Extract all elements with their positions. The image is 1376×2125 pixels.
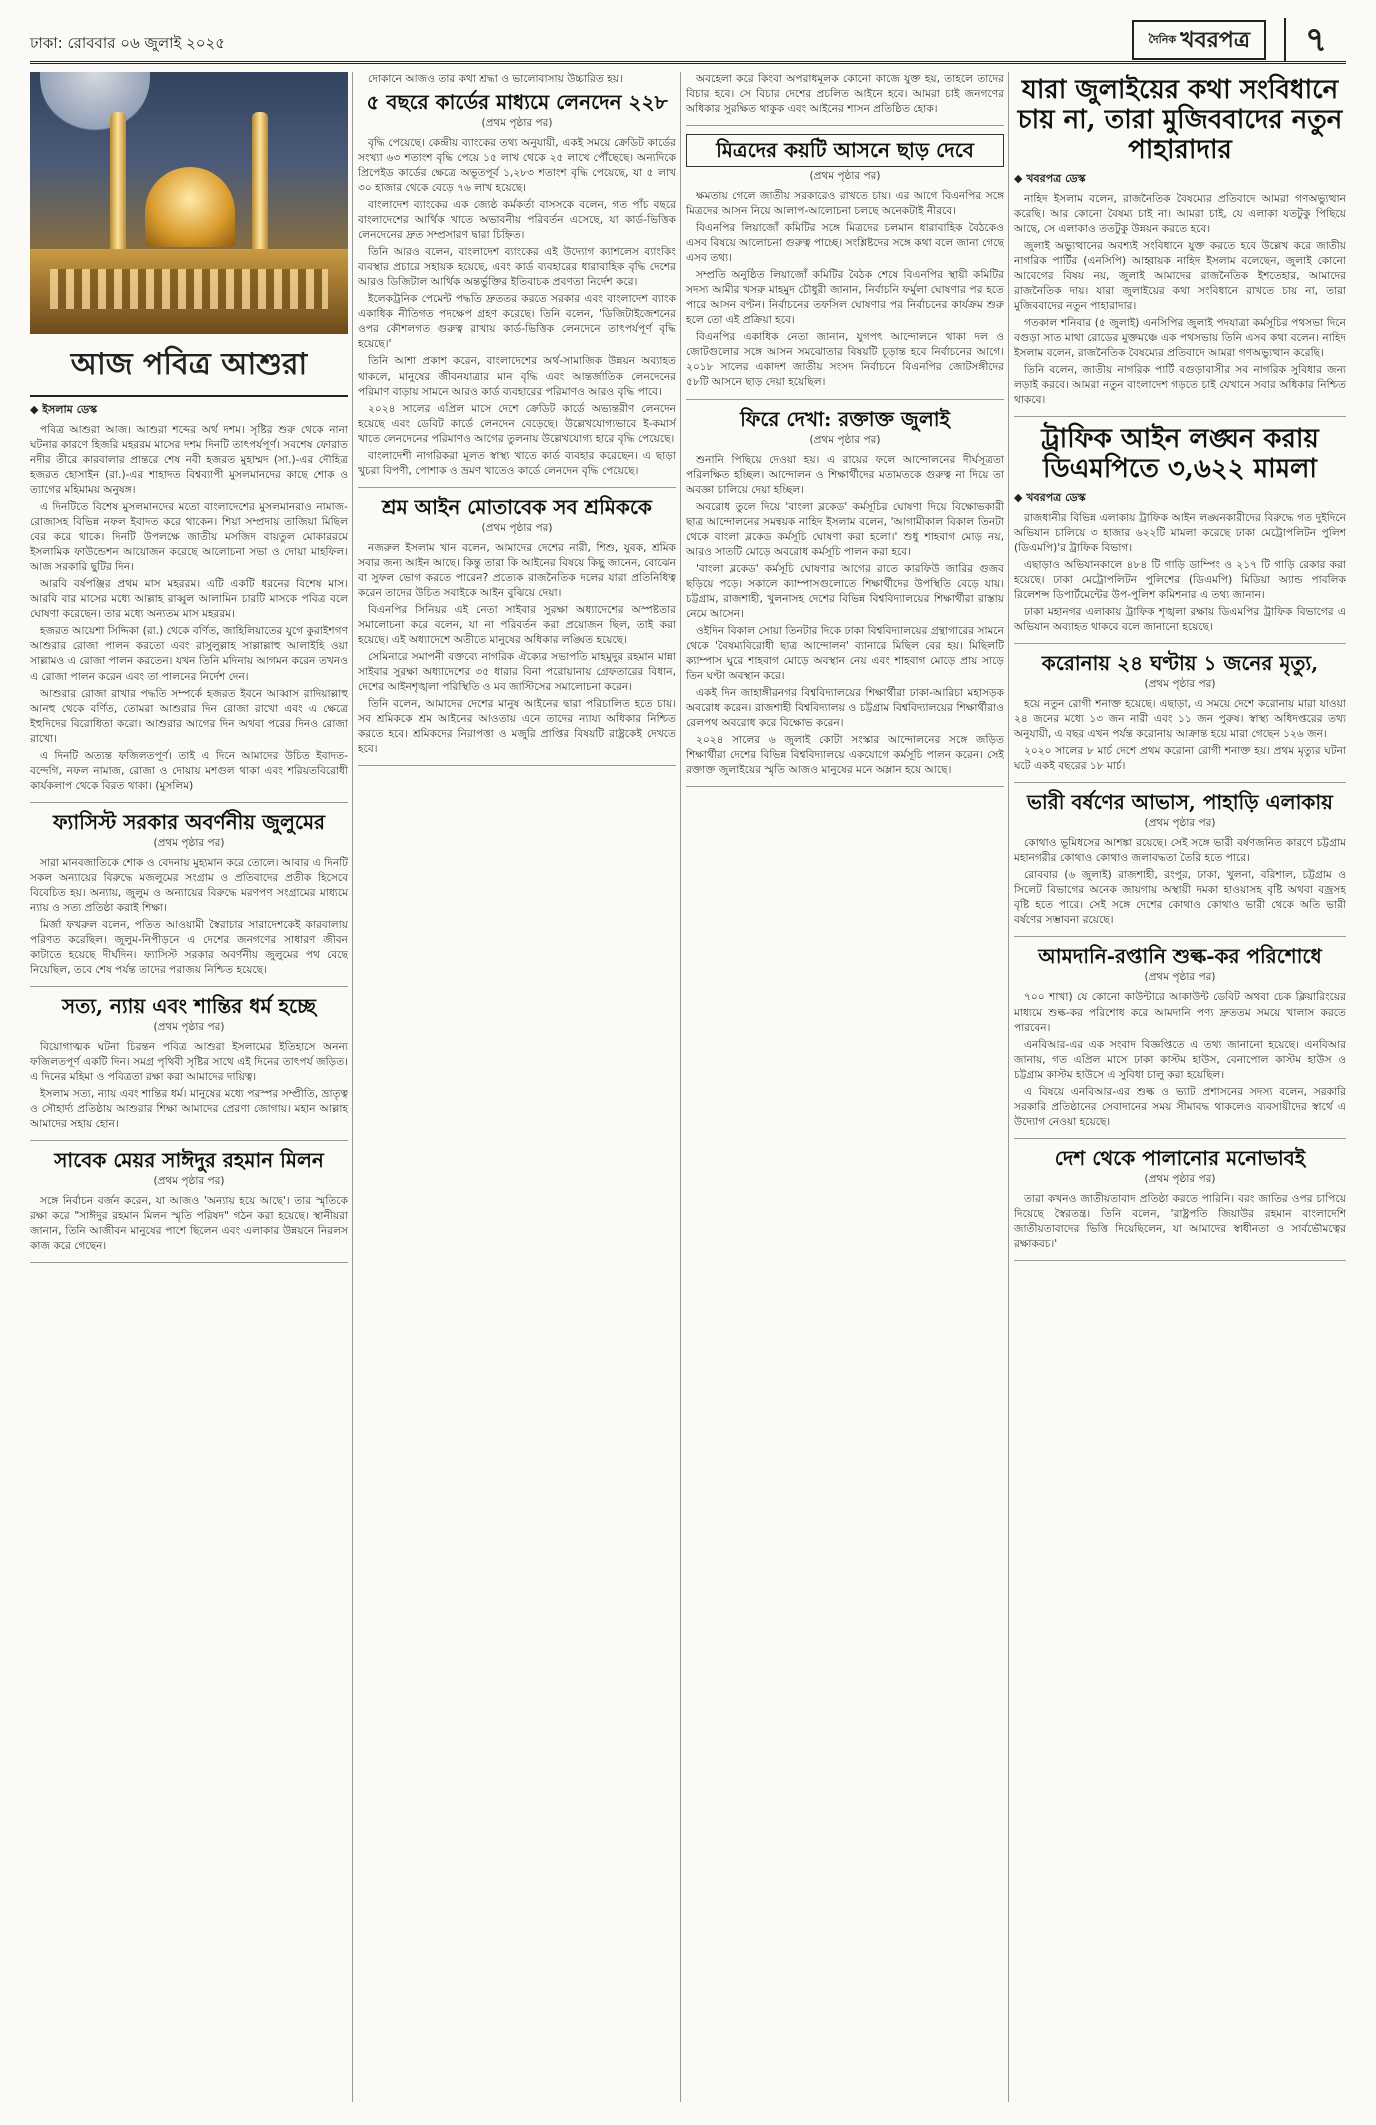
- golden-dome: [145, 167, 235, 247]
- continuation-note: (প্রথম পৃষ্ঠার পর): [481, 117, 553, 130]
- headline: সত্য, ন্যায় এবং শান্তির ধর্ম হচ্ছে: [61, 994, 316, 1018]
- headline: ফিরে দেখা: রক্তাক্ত জুলাই: [740, 406, 950, 431]
- paragraph: তিনি আরও বলেন, বাংলাদেশ ব্যাংকের এই উদ্যোগ ক্যাশলেস ব্যাংকিং ব্যবস্থার প্রচারে সহায়ক হয়েছে, এবং কার্ড ব্যবহারের ধারাবাহিক বৃদ্ধি দেশের আরও ডিজিটাল আর্থিক অন্তর্ভুক্তির ইতিবাচক প্রবণতা নির্দেশ করে।: [358, 246, 676, 289]
- paragraph: এ দিনটিতে বিশেষ মুসলমানদের মতো বাংলাদেশের মুসলমানরাও নামাজ-রোজাসহ বিভিন্ন নফল ইবাদত করে থাকেন। শিয়া সম্প্রদায় তাজিয়া মিছিল বের করে থাকে। দিনটি উপলক্ষে জাতীয় মসজিদ বায়তুল মোকাররমে ইসলামিক ফাউন্ডেশন আয়োজন করেছে আলোচনা সভা ও দোয়া মাহফিল। আজ সরকারি ছুটির দিন।: [30, 501, 348, 574]
- article-card: [358, 72, 676, 488]
- article-labour: [358, 496, 676, 766]
- article-body: [1014, 836, 1346, 928]
- paragraph: ২০২০ সালের ৮ মার্চ দেশে প্রথম করোনা রোগী শনাক্ত হয়। প্রথম মৃত্যুর ঘটনা ঘটে একই বছরের ১৮ মার্চ।: [1014, 745, 1346, 773]
- paragraph: বাংলাদেশ ব্যাংকের এক জ্যেষ্ঠ কর্মকর্তা বাসসকে বলেন, গত পাঁচ বছরে বাংলাদেশের আর্থিক খাতে অভাবনীয় পরিবর্তন এসেছে, যা কার্ড-ভিত্তিক লেনদেনের দ্রুত সম্প্রসারণ দ্বারা চিহ্নিত।: [358, 199, 676, 242]
- article-traffic: [1014, 425, 1346, 644]
- column-4: [1014, 72, 1346, 2102]
- minaret-left: [110, 112, 126, 262]
- paragraph: হয়ে নতুন রোগী শনাক্ত হয়েছে। এছাড়া, এ সময়ে দেশে করোনায় মারা যাওয়া ২৪ জনের মধ্যে ১৩ জন নারী এবং ১১ জন পুরুষ। স্বাস্থ্য অধিদপ্তরের তথ্য অনুযায়ী, এ বছর এখন পর্যন্ত করোনায় আক্রান্ত হয়ে মারা গেছেন ১২৬ জন।: [1014, 698, 1346, 741]
- continuation-note: (প্রথম পৃষ্ঠার পর): [481, 521, 553, 534]
- masthead: [30, 18, 1346, 64]
- paragraph: আশুরার রোজা রাখার পদ্ধতি সম্পর্কে হজরত ইবনে আব্বাস রাদিয়াল্লাহু আনহু থেকে বর্ণিত, তোমরা আশুরার দিন রোজা রাখো এবং এ ক্ষেত্রে ইহুদিদের বিরোধিতা করো। আশুরার আগের দিন অথবা পরের দিনও রোজা রাখো।: [30, 687, 348, 745]
- paragraph: নজরুল ইসলাম খান বলেন, আমাদের দেশের নারী, শিশু, যুবক, শ্রমিক সবার জন্য আইন আছে। কিন্তু তারা কি আইনের বিষয়ে কিছু জানেন, বোঝেন বা সুফল ভোগ করতে পারেন? প্রত্যেক রাজনৈতিক দলের যারা প্রতিনিধিত্ব করেন তাদের উচিত সবাইকে আইন বুঝিয়ে দেয়া।: [358, 541, 676, 599]
- continuation-note: (প্রথম পৃষ্ঠার পর): [153, 1021, 225, 1033]
- paragraph: তিনি বলেন, জাতীয় নাগরিক পার্টি বগুড়াবাসীর সব নাগরিক সুবিধার জন্য লড়াই করবে। আমরা নতুন বাংলাদেশ গড়তে চাই যেখানে সবার অধিকার নিশ্চিত থাকবে।: [1014, 364, 1346, 407]
- paragraph: জুলাই অভ্যুত্থানের অবশ্যই সংবিধানে যুক্ত করতে হবে উল্লেখ করে জাতীয় নাগরিক পার্টির (এনসিপি) আহ্বায়ক নাহিদ ইসলাম বলেছেন, জুলাই কোনো আবেগের বিষয় নয়, জুলাই আমাদের রাজনৈতিক ইশতেহার, আমাদের রাজনৈতিক দায়। যারা জুলাইয়ের কথা সংবিধানে রাখতে চায় না, তারা মুজিববাদের নতুন পাহারাদার।: [1014, 239, 1346, 312]
- article-body: [1014, 1192, 1346, 1252]
- paragraph: বিএনপির একাধিক নেতা জানান, যুগপৎ আন্দোলনে থাকা দল ও জোটগুলোর সঙ্গে আসন সমঝোতার বিষয়টি চূড়ান্ত হবে নির্বাচনের আগে। ২০১৮ সালের একাদশ জাতীয় সংসদ নির্বাচনে বিএনপির জোটসঙ্গীদের ৫৮টি আসনে ছাড় দেয়া হয়েছিল।: [686, 331, 1004, 389]
- paragraph: পবিত্র আশুরা আজ। আশুরা শব্দের অর্থ দশম। সৃষ্টির শুরু থেকে নানা ঘটনার কারণে হিজরি মহররম মাসের দশম দিনটি তাৎপর্যপূর্ণ। সবশেষ ফোরাত নদীর তীরে কারবালার প্রান্তরে শেষ নবী হজরত মুহাম্মদ (সা.)-এর দৌহিত্র হজরত হোসাইন (রা.)-এর শাহাদত বিশ্বব্যাপী মুসলমানদের কাছে শোক ও ত্যাগের মহিমাময় অনুষঙ্গ।: [30, 424, 348, 497]
- headline: ৫ বছরে কার্ডের মাধ্যমে লেনদেন ২২৮: [366, 90, 668, 115]
- continuation-note: (প্রথম পৃষ্ঠার পর): [1144, 817, 1216, 830]
- article-body: [1014, 697, 1346, 774]
- paragraph: বিএনপির লিয়াজোঁ কমিটির সঙ্গে মিত্রদের চলমান ধারাবাহিক বৈঠকেও এসব বিষয়ে আলোচনা গুরুত্ব পাচ্ছে। সংশ্লিষ্টদের সঙ্গে কথা বলে জানা গেছে এসব তথ্য।: [686, 222, 1004, 265]
- paragraph: তিনি বলেন, আমাদের দেশের মানুষ আইনের দ্বারা পরিচালিত হতে চায়। সব শ্রমিককে শ্রম আইনের আওতায় এনে তাদের ন্যায্য অধিকার নিশ্চিত করতে হবে। শ্রমিকদের নিরাপত্তা ও মজুরি প্রাপ্তির বিষয়টি রাষ্ট্রকেই দেখতে হবে।: [358, 698, 676, 756]
- shrine-photo-icon: [30, 72, 348, 334]
- newspaper-logo: [1132, 20, 1266, 60]
- headline: আজ পবিত্র আশুরা: [30, 334, 348, 397]
- article-ashura: [30, 334, 348, 803]
- brand-name: খবরপত্র: [1180, 27, 1250, 53]
- article-corona: [1014, 652, 1346, 783]
- headline: আমদানি-রপ্তানি শুল্ক-কর পরিশোধে: [1038, 944, 1322, 969]
- paragraph: এ বিষয়ে এনবিআর-এর শুল্ক ও ভ্যাট প্রশাসনের সদস্য বলেন, সরকারি সরকারি প্রতিষ্ঠানের সেবাদানের সময় সীমাবদ্ধ থাকলেও ব্যবসায়ীদের স্বার্থে এ উদ্যোগ নেওয়া হয়েছে।: [1014, 1085, 1346, 1128]
- article-body: [30, 856, 348, 978]
- column-divider: [352, 72, 353, 2102]
- article-body: [30, 423, 348, 794]
- article-allies: [686, 134, 1004, 399]
- continuation-note: (প্রথম পৃষ্ঠার পর): [153, 1175, 225, 1188]
- brand-prefix: দৈনিক: [1148, 33, 1177, 46]
- paragraph: আরবি বর্ষপঞ্জির প্রথম মাস মহররম। এটি একটি ধরনের বিশেষ মাস। আরবি বার মাসের মধ্যে আল্লাহ রাব্বুল আলামিন চারটি মাসকে পবিত্র বলে ঘোষণা করেছেন। তার মধ্যে অন্যতম মাস মহররম।: [30, 578, 348, 621]
- paragraph: ইলেকট্রনিক পেমেন্ট পদ্ধতি দ্রুততর করতে সরকার এবং বাংলাদেশ ব্যাংক একাধিক নীতিগত পদক্ষেপ গ্রহণ করেছে। তিনি বলেন, 'ডিজিটাইজেশনের ওপর কৌশলগত গুরুত্ব রাখায় কার্ড-ভিত্তিক লেনদেনে তাৎপর্যপূর্ণ বৃদ্ধি হয়েছে।': [358, 293, 676, 351]
- paragraph: এছাড়াও অভিযানকালে ৪৮৪ টি গাড়ি ডাম্পিং ও ২১৭ টি গাড়ি রেকার করা হয়েছে। ঢাকা মেট্রোপলিটন পুলিশের (ডিএমপি) মিডিয়া অ্যান্ড পাবলিক রিলেশন্স ডিপার্টমেন্টের উপ-পুলিশ কমিশনার এ তথ্য জানান।: [1014, 558, 1346, 602]
- continuation-note: (প্রথম পৃষ্ঠার পর): [809, 170, 881, 183]
- paragraph: ক্ষমতায় গেলে জাতীয় সরকারেও রাখতে চায়। এর আগে বিএনপির সঙ্গে মিত্রদের আসন নিয়ে আলাপ-আলোচনা চলছে অনেকটাই নীরবে।: [686, 190, 1004, 218]
- paragraph: ইসলাম সত্য, ন্যায় এবং শান্তির ধর্ম। মানুষের মধ্যে পরস্পর সম্প্রীতি, ভ্রাতৃত্ব ও সৌহার্দ্য প্রতিষ্ঠায় আশুরার শিক্ষা আমাদের প্রেরণা জোগায়। মহান আল্লাহ আমাদের সহায় হোন।: [30, 1088, 348, 1131]
- paragraph: ৭০০ শাখা) যে কোনো কাউন্টারে আকাউন্ট ডেবিট অথবা চেক ক্লিয়ারিংয়ের মাধ্যমে শুল্ক-কর পরিশোধ করে আমদানি পণ্য দ্রুততম সময়ে খালাস করতে পারবেন।: [1014, 991, 1346, 1034]
- article-july: [686, 408, 1004, 788]
- headline: যারা জুলাইয়ের কথা সংবিধানে চায় না, তারা মুজিববাদের নতুন পাহারাদার: [1017, 75, 1343, 165]
- paragraph: দোকানে আজও তার কথা শ্রদ্ধা ও ভালোবাসায় উচ্চারিত হয়।: [368, 73, 623, 85]
- chandelier-shape: [40, 72, 150, 132]
- article-flee: [1014, 1147, 1346, 1261]
- headline: সাবেক মেয়র সাঈদুর রহমান মিলন: [54, 1148, 324, 1173]
- paragraph: গতকাল শনিবার (৫ জুলাই) এনসিপির জুলাই পদযাত্রা কর্মসূচির পথসভা দিনে বগুড়া সাত মাথা রোডের মুক্তমঞ্চে এক পথসভায় তিনি এসব কথা বলেন। নাহিদ ইসলাম বলেন, রাজনৈতিক বৈষম্যের প্রতিবাদে আমরা গণঅভ্যুত্থান করেছি।: [1014, 316, 1346, 359]
- paragraph: এনবিআর-এর এক সংবাদ বিজ্ঞপ্তিতে এ তথ্য জানানো হয়েছে। এনবিআর জানায়, গত এপ্রিল মাসে ঢাকা কাস্টম হাউস, বেনাপোল কাস্টম হাউস ও চট্টগ্রাম কাস্টম হাউসে এ সুবিধা চালু করা হয়েছিল।: [1014, 1038, 1346, 1081]
- byline: ◆ খবরপত্র ডেস্ক: [1014, 170, 1346, 189]
- article-fascist: [30, 811, 348, 987]
- paragraph: শুনানি পিছিয়ে দেওয়া হয়। এ রায়ের ফলে আন্দোলনের দীর্ঘসূত্রতা পরিলক্ষিত হচ্ছিল। আন্দোলন ও শিক্ষার্থীদের মতামতকে গুরুত্ব না দিয়ে তা অবজ্ঞা চালিয়ে দেয়া হচ্ছিল।: [686, 453, 1004, 496]
- column-1: [30, 72, 348, 2102]
- paragraph: বৃদ্ধি পেয়েছে। কেন্দ্রীয় ব্যাংকের তথ্য অনুযায়ী, একই সময়ে ক্রেডিট কার্ডের সংখ্যা ৬৩ শতাংশ বৃদ্ধি পেয়ে ১৫ লাখ থেকে ২৫ লাখে পৌঁছেছে। অন্যদিকে প্রিপেইড কার্ডের ক্ষেত্রে অভূতপূর্ব ১,২৮৩ শতাংশ বৃদ্ধি পেয়েছে, যা ৫ লাখ ৩০ হাজার থেকে বেড়ে ৭৬ লাখ হয়েছে।: [358, 137, 676, 195]
- headline: করোনায় ২৪ ঘণ্টায় ১ জনের মৃত্যু,: [1041, 651, 1319, 676]
- article-body: [686, 453, 1004, 779]
- paragraph: মির্জা ফখরুল বলেন, পতিত আওয়ামী স্বৈরাচার সারাদেশকেই কারবালায় পরিণত করেছিল। জুলুম-নিপীড়নে এ দেশের জনগণের সাধারণ জীবন কাটাতে হয়েছে দীর্ঘদিন। ফ্যাসিস্ট সরকার অবর্ণনীয় জুলুমের পথ বেছে নিয়েছিল, তবে শেষ পর্যন্ত তাদের পরাজয় নিশ্চিত হয়েছে।: [30, 918, 348, 976]
- article-sayeed: [30, 1149, 348, 1263]
- article-body: [1014, 511, 1346, 635]
- paragraph: তিনি আশা প্রকাশ করেন, বাংলাদেশের অর্থ-সামাজিক উন্নয়ন অব্যাহত থাকলে, মানুষের জীবনযাত্রার মান বৃদ্ধি এবং আন্তর্জাতিক লেনদেনের পরিমাণ বাড়ায় সামনে আরও কার্ড ব্যবহারের পরিমাণও আরও বৃদ্ধি পাবে।: [358, 355, 676, 398]
- paragraph: রাজধানীর বিভিন্ন এলাকায় ট্রাফিক আইন লঙ্ঘনকারীদের বিরুদ্ধে গত দুইদিনে অভিযান চালিয়ে ৩ হাজার ৬২২টি মামলা করেছে ঢাকা মেট্রোপলিটন পুলিশ (ডিএমপি)'র ট্রাফিক বিভাগ।: [1014, 511, 1346, 554]
- article-body: [30, 1040, 348, 1132]
- paragraph: বাংলাদেশী নাগরিকরা মূলত স্বাস্থ্য খাতে কার্ড ব্যবহার করেছেন। এ ছাড়া খুচরা বিপণী, পোশাক ও ভ্রমণ খাতেও কার্ডে লেনদেন বৃদ্ধি পেয়েছে।: [358, 449, 676, 477]
- article-body: [358, 541, 676, 757]
- continuation-note: (প্রথম পৃষ্ঠার পর): [1144, 1172, 1216, 1185]
- paragraph: এ দিনটি অত্যন্ত ফজিলতপূর্ণ। তাই এ দিনে আমাদের উচিত ইবাদত-বন্দেগি, নফল নামাজ, রোজা ও দোয়ায় মশগুল থাকা এবং শরিয়তবিরোধী কার্যকলাপ থেকে বিরত থাকা। (মুসলিম): [30, 749, 348, 792]
- article-intro: [686, 72, 1004, 126]
- paragraph: তারা কখনও জাতীয়তাবাদ প্রতিষ্ঠা করতে পারিনি। বরং জাতির ওপর চাপিয়ে দিয়েছে স্বৈরতন্ত্র। তিনি বলেন, 'রাষ্ট্রপতি জিয়াউর রহমান বাংলাদেশি জাতীয়তাবাদের ভিত্তি দিয়েছিলেন, যা আমাদের স্বাধীনতা ও সার্বভৌমত্বের রক্ষাকবচ।': [1014, 1192, 1346, 1250]
- article-rain: [1014, 791, 1346, 937]
- column-divider: [680, 72, 681, 2102]
- paragraph: ওইদিন বিকাল সোয়া তিনটার দিকে ঢাকা বিশ্ববিদ্যালয়ের গ্রন্থাগারের সামনে থেকে 'বৈষম্যবিরোধী ছাত্র আন্দোলন' ব্যানারে মিছিল বের হয়। মিছিলটি ক্যাম্পাস ঘুরে শাহবাগ মোড়ে অবস্থান নেয় এবং শাহবাগ মোড়ে প্রায় সাড়ে তিন ঘণ্টা অবস্থান করে।: [686, 624, 1004, 682]
- paragraph: সম্প্রতি অনুষ্ঠিত লিয়াজোঁ কমিটির বৈঠক শেষে বিএনপির স্থায়ী কমিটির সদস্য আমীর খসরু মাহমুদ চৌধুরী জানান, নির্বাচনি ফর্মুলা ঘোষণার পর হতে পারে আসন বণ্টন। নির্বাচনের তফসিল ঘোষণার পর নির্বাচনের কার্যক্রম শুরু হলে তো এই প্রক্রিয়া হবে।: [686, 269, 1004, 327]
- minaret-right: [252, 112, 268, 262]
- continuation-note: (প্রথম পৃষ্ঠার পর): [1144, 971, 1216, 984]
- paragraph: সঙ্গে নির্বাচন বর্জন করেন, যা আজও 'অন্যায় হয়ে আছে'। তার স্মৃতিকে রক্ষা করে "সাঈদুর রহমান মিলন স্মৃতি পরিষদ" গঠন করা হয়েছে। স্থানীয়রা জানান, তিনি আজীবন মানুষের পাশে ছিলেন এবং এলাকার উন্নয়নে নিরলস কাজ করে গেছেন।: [30, 1195, 348, 1253]
- paragraph: 'বাংলা ব্লকেড' কর্মসূচি ঘোষণার আগের রাতে কারফিউ জারির গুজব ছড়িয়ে পড়ে। সকালে ক্যাম্পাসগুলোতে শিক্ষার্থীদের উপস্থিতি বেড়ে যায়। চট্টগ্রাম, রাজশাহী, খুলনাসহ দেশের বিভিন্ন বিশ্ববিদ্যালয়ের শিক্ষার্থীরা রাস্তায় নেমে আসেন।: [686, 562, 1004, 620]
- paragraph: রোববার (৬ জুলাই) রাজশাহী, রংপুর, ঢাকা, খুলনা, বরিশাল, চট্টগ্রাম ও সিলেট বিভাগের অনেক জায়গায় অস্থায়ী দমকা হাওয়াসহ বৃষ্টি অথবা বজ্রসহ বৃষ্টি হতে পারে। সেই সঙ্গে দেশের কোথাও কোথাও ভারী থেকে অতি ভারী বর্ষণের সম্ভাবনা রয়েছে।: [1014, 869, 1346, 927]
- column-3: [686, 72, 1004, 2102]
- headline: ফ্যাসিস্ট সরকার অবর্ণনীয় জুলুমের: [52, 809, 326, 834]
- continuation-note: (প্রথম পৃষ্ঠার পর): [153, 836, 225, 849]
- article-import: [1014, 945, 1346, 1138]
- paragraph: সারা মানবজাতিকে শোক ও বেদনায় মুহ্যমান করে তোলে। আবার এ দিনটি সকল অন্যায়ের বিরুদ্ধে মজলুমের সংগ্রাম ও প্রতিবাদের প্রতীক হিসেবে বিবেচিত হয়। অন্যায়, জুলুম ও অন্যায়ের বিরুদ্ধে মরণপণ সংগ্রামের মাধ্যমে ন্যায় ও সত্য প্রতিষ্ঠা করাই শিক্ষা।: [30, 856, 348, 914]
- article-body: [358, 136, 676, 479]
- byline: ◆ খবরপত্র ডেস্ক: [1014, 489, 1346, 508]
- paragraph: বিএনপির সিনিয়র এই নেতা সাইবার সুরক্ষা অধ্যাদেশের অস্পষ্টতার সমালোচনা করে বলেন, যা না পরিবর্তন করা প্রয়োজন ছিল, তাই করা হয়েছে। এই অধ্যাদেশে অতীতে মানুষের অধিকার লঙ্ঘিত হয়েছে।: [358, 603, 676, 646]
- article-body: [1014, 192, 1346, 408]
- paragraph: অবরোধ তুলে দিয়ে 'বাংলা ব্লকেড' কর্মসূচির ঘোষণা দিয়ে বিক্ষোভকারী ছাত্র আন্দোলনের সমন্বয়ক নাহিদ ইসলাম বলেন, 'আগামীকাল বিকাল তিনটা থেকে বাংলা ব্লকেড কর্মসূচি ঘোষণা করা হলো।' শুধু শাহবাগ মোড় নয়, আরও সাতটি মোড়ে অবরোধ কর্মসূচি পালন করা হবে।: [686, 500, 1004, 558]
- article-july-constitution: [1014, 76, 1346, 417]
- page-number: ৭: [1284, 18, 1346, 62]
- paragraph: ঢাকা মহানগর এলাকায় ট্রাফিক শৃঙ্খলা রক্ষায় ডিএমপির ট্রাফিক বিভাগের এ অভিযান অব্যাহত থাকবে বলে জানানো হয়েছে।: [1014, 606, 1346, 634]
- paragraph: কোথাও ভূমিধসের আশঙ্কা রয়েছে। সেই সঙ্গে ভারী বর্ষণজনিত কারণে চট্টগ্রাম মহানগরীর কোথাও কোথাও জলাবদ্ধতা তৈরি হতে পারে।: [1014, 837, 1346, 865]
- headline: ট্রাফিক আইন লঙ্ঘন করায় ডিএমপিতে ৩,৬২২ মামলা: [1041, 424, 1319, 484]
- headline: দেশ থেকে পালানোর মনোভাবই: [1054, 1145, 1306, 1170]
- shrine-base: [30, 249, 348, 334]
- article-body: [686, 189, 1004, 390]
- headline: মিত্রদের কয়টি আসনে ছাড় দেবে: [686, 134, 1004, 167]
- article-body: [30, 1194, 348, 1254]
- column-divider: [1008, 72, 1009, 2102]
- paragraph: ২০২৪ সালের ৬ জুলাই কোটা সংস্কার আন্দোলনের সঙ্গে জড়িত শিক্ষার্থীরা দেশের বিভিন্ন বিশ্ববিদ্যালয়ে একযোগে কর্মসূচি পালন করেন। সেই রক্তাক্ত জুলাইয়ের স্মৃতি আজও মানুষের মনে অম্লান হয়ে আছে।: [686, 734, 1004, 777]
- byline: ◆ ইসলাম ডেস্ক: [30, 401, 348, 420]
- article-truth: [30, 995, 348, 1141]
- headline: ভারী বর্ষণের আভাস, পাহাড়ি এলাকায়: [1027, 790, 1333, 815]
- paragraph: হজরত আয়েশা সিদ্দিকা (রা.) থেকে বর্ণিত, জাহিলিয়াতের যুগে কুরাইশগণ আশুরার রোজা পালন করতো এবং রাসুলুল্লাহ সাল্লাল্লাহু আলাইহি ওয়া সাল্লামও এ রোজা পালন করতেন। যখন তিনি মদিনায় আগমন করেন তখনও এ রোজা পালন করেন এবং তা পালনের নির্দেশ দেন।: [30, 625, 348, 683]
- edition-date: ঢাকা: রোববার ০৬ জুলাই ২০২৫: [30, 34, 226, 52]
- continuation-note: (প্রথম পৃষ্ঠার পর): [809, 433, 881, 446]
- article-body: [1014, 990, 1346, 1129]
- headline: শ্রম আইন মোতাবেক সব শ্রমিককে: [382, 494, 652, 519]
- column-2: [358, 72, 676, 2102]
- continuation-note: (প্রথম পৃষ্ঠার পর): [1144, 678, 1216, 691]
- paragraph: অবহেলা করে কিংবা অপরাধমূলক কোনো কাজে যুক্ত হয়, তাহলে তাদের বিচার হবে। সে বিচার দেশের প্রচলিত আইনে হবে। আমরা চাই জনগণের অধিকার সুরক্ষিত থাকুক এবং আইনের শাসন প্রতিষ্ঠিত হোক।: [686, 73, 1004, 116]
- paragraph: একই দিন জাহাঙ্গীরনগর বিশ্ববিদ্যালয়ের শিক্ষার্থীরা ঢাকা-আরিচা মহাসড়ক অবরোধ করেন। রাজশাহী বিশ্ববিদ্যালয় ও চট্টগ্রাম বিশ্ববিদ্যালয়ের শিক্ষার্থীরাও রেলপথ অবরোধ করে বিক্ষোভ করেন।: [686, 686, 1004, 730]
- paragraph: ২০২৪ সালের এপ্রিল মাসে দেশে ক্রেডিট কার্ডে অভ্যন্তরীণ লেনদেন হয়েছে এবং ডেবিট কার্ডে লেনদেন বেড়েছে। উল্লেখযোগ্যভাবে ই-কমার্স খাতে লেনদেনের পরিমাণও আগের তুলনায় উল্লেখযোগ্য হারে বৃদ্ধি পেয়েছে।: [358, 402, 676, 445]
- article-body: [686, 72, 1004, 117]
- paragraph: নাহিদ ইসলাম বলেন, রাজনৈতিক বৈষম্যের প্রতিবাদে আমরা গণঅভ্যুত্থান করেছি। আর কোনো বৈষম্য চাই না। আমরা চাই, যে এলাকা যতটুকু পিছিয়ে আছে, সে এলাকাও ততটুকু উন্নয়ন করতে হবে।: [1014, 192, 1346, 235]
- paragraph: বিয়োগাত্মক ঘটনা চিরন্তন পবিত্র আশুরা ইসলামের ইতিহাসে অনন্য ফজিলতপূর্ণ একটি দিন। সমগ্র পৃথিবী সৃষ্টির সাথে এই দিনের তাৎপর্য জড়িত। এ দিনের মহিমা ও পবিত্রতা রক্ষা করা আমাদের দায়িত্ব।: [30, 1041, 348, 1084]
- lead-in: [358, 72, 676, 87]
- paragraph: সেমিনারে সমাপনী বক্তব্যে নাগরিক ঐক্যের সভাপতি মাহমুদুর রহমান মান্না সাইবার সুরক্ষা অধ্যাদেশের ৩৫ ধারার বিনা পরোয়ানায় গ্রেফতারের বিধান, দেশের আইনশৃঙ্খলা পরিস্থিতি ও মব জাস্টিসের সমালোচনা করেন।: [358, 650, 676, 693]
